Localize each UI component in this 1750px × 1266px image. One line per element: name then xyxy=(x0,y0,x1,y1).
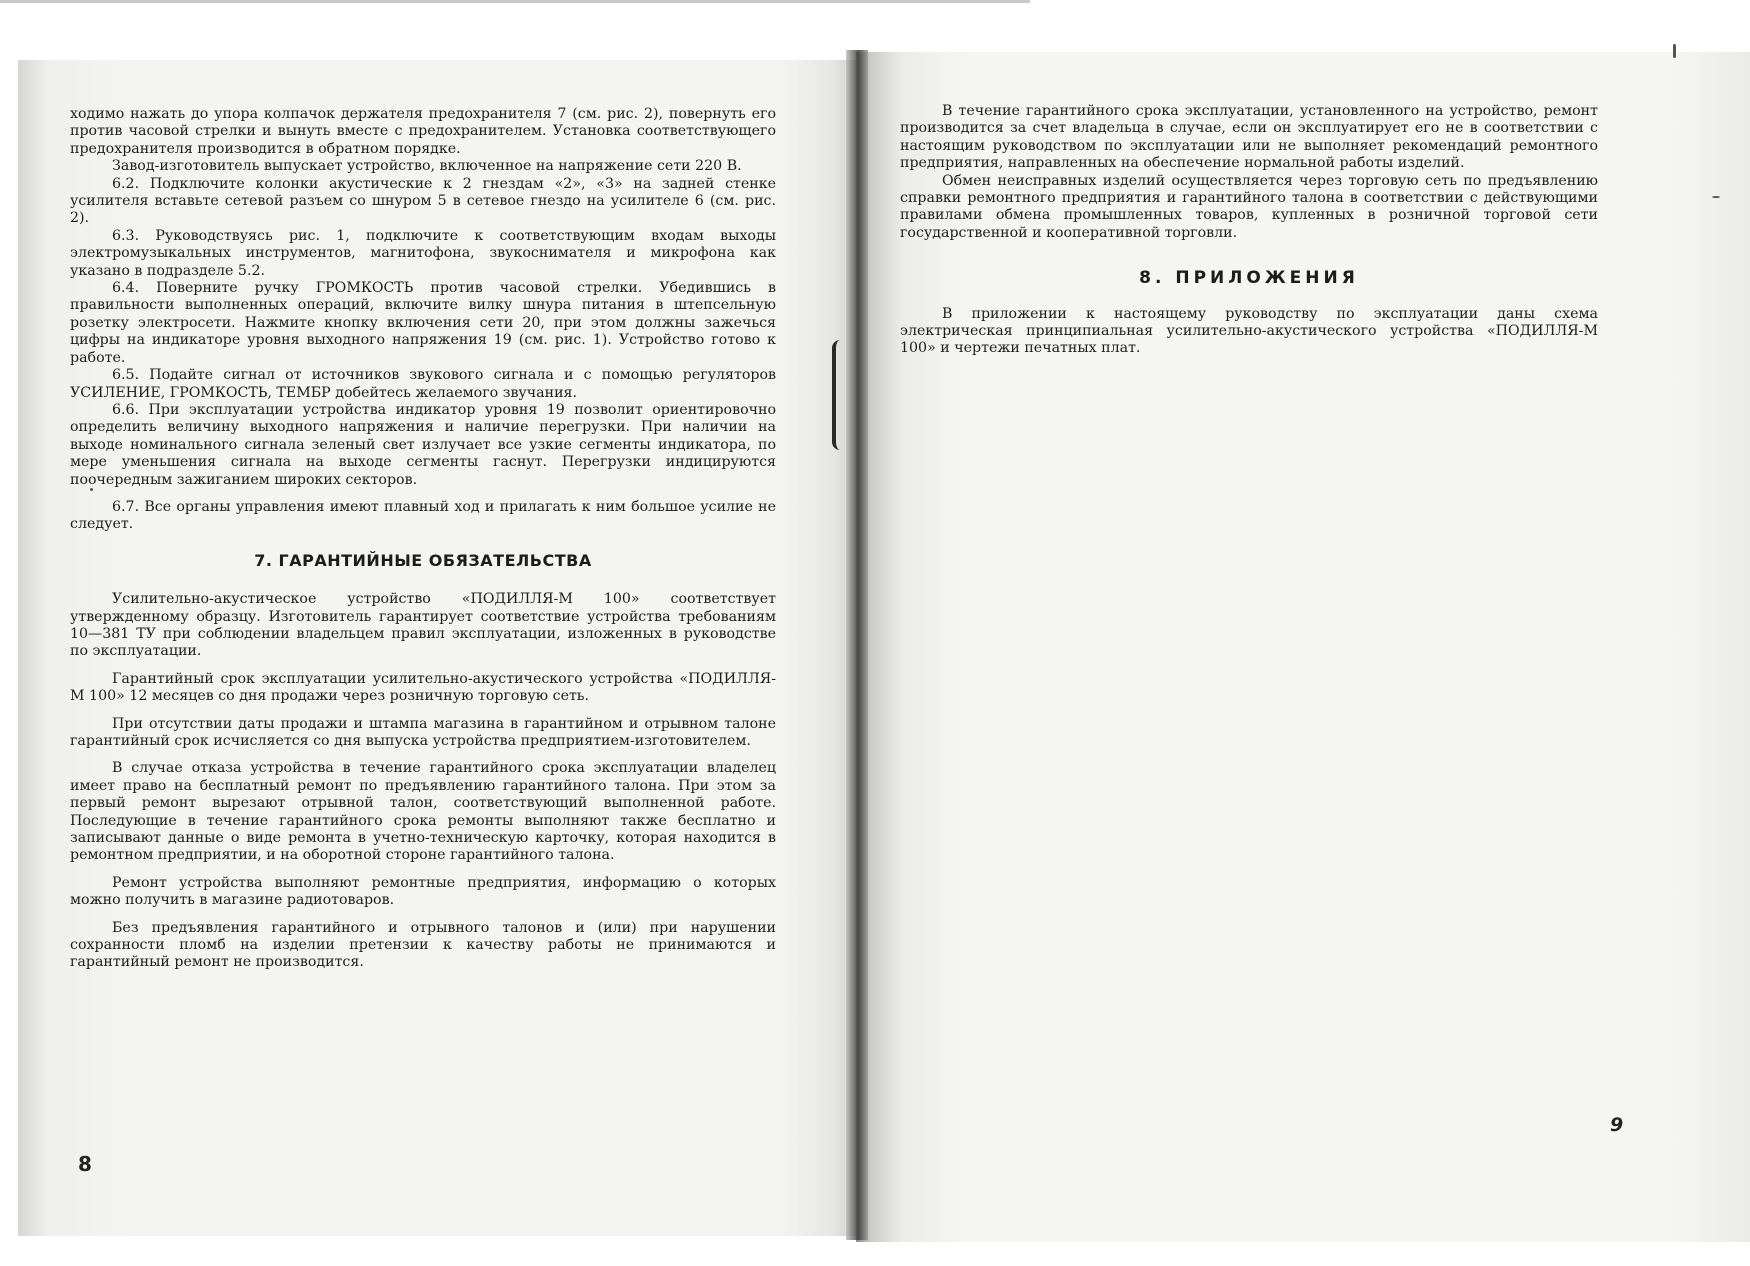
paragraph: 6.6. При эксплуатации устройства индикатор уровня 19 позволит ориентировочно определить величину выходного напряжения и наличие перегрузки. При наличии на выходе номинального сигнала зеленый свет излучает все узкие сегменты индикатора, по мере уменьшения сигнала на выходе сегменты гаснут. Перегрузки индицируются поочередным зажиганием широких секторов. xyxy=(70,401,776,488)
section-heading: 8. ПРИЛОЖЕНИЯ xyxy=(1139,268,1359,289)
binding-fold-mark xyxy=(832,340,850,450)
paragraph: При отсутствии даты продажи и штампа магазина в гарантийном и отрывном талоне гарантийный срок исчисляется со дня выпуска устройства предприятием-изготовителем. xyxy=(70,715,776,749)
left-page-text xyxy=(70,106,776,972)
paragraph: Гарантийный срок эксплуатации усилительно-акустического устройства «ПОДИЛЛЯ-М 100» 12 месяцев со дня продажи через розничную торговую сеть. xyxy=(70,670,776,705)
scan-edge xyxy=(0,0,1030,3)
paragraph: 6.3. Руководствуясь рис. 1, подключите к соответствующим входам выходы электромузыкальных инструментов, магнитофона, звукоснимателя и микрофона как указано в подразделе 5.2. xyxy=(70,227,776,279)
paragraph: 6.5. Подайте сигнал от источников звукового сигнала и с помощью регуляторов УСИЛЕНИЕ, ГРОМКОСТЬ, ТЕМБР добейтесь желаемого звучания. xyxy=(70,367,776,401)
paragraph: В течение гарантийного срока эксплуатации, установленного на устройство, ремонт производится за счет владельца в случае, если он эксплуатирует его не в соответствии с настоящим руководством по эксплуатации или не выполняет рекомендаций ремонтного предприятия, направленных на обеспечение нормальной работы изделий. xyxy=(900,103,1598,172)
page-number: 8 xyxy=(78,1152,92,1176)
scan-speck xyxy=(1673,44,1676,58)
paragraph: Без предъявления гарантийного и отрывного талонов и (или) при нарушении сохранности пломб на изделии претензии к качеству работы не принимаются и гарантийный ремонт не производится. xyxy=(70,919,776,971)
paragraph: Усилительно-акустическое устройство «ПОДИЛЛЯ-М 100» соответствует утвержденному образцу. Изготовитель гарантирует соответствие устройства требованиям 10—381 ТУ при соблюдении владельцем правил эксплуатации, изложенных в руководстве по эксплуатации. xyxy=(70,591,776,660)
book-spine-shadow xyxy=(846,50,868,1240)
section-heading: 7. ГАРАНТИЙНЫЕ ОБЯЗАТЕЛЬСТВА xyxy=(254,550,592,570)
right-page-text xyxy=(900,103,1598,358)
paragraph: 6.7. Все органы управления имеют плавный ход и прилагать к ним большое усилие не следует. xyxy=(70,498,776,533)
paragraph: В случае отказа устройства в течение гарантийного срока эксплуатации владелец имеет право на бесплатный ремонт по предъявлению гарантийного талона. При этом за первый ремонт вырезают отрывной талон, соответствующий выполненной работе. Последующие в течение гарантийного срока ремонты выполняют также бесплатно и записывают данные о виде ремонта в учетно-техническую карточку, которая находится в ремонтном предприятии, и на оборотной стороне гарантийного талона. xyxy=(70,760,776,864)
paragraph: Ремонт устройства выполняют ремонтные предприятия, информацию о которых можно получить в магазине радиотоваров. xyxy=(70,874,776,909)
paragraph: Завод-изготовитель выпускает устройство, включенное на напряжение сети 220 В. xyxy=(112,158,742,175)
page-number: 9 xyxy=(1610,1114,1624,1136)
paragraph: 6.2. Подключите колонки акустические к 2 гнездам «2», «3» на задней стенке усилителя вставьте сетевой разъем со шнуром 5 в сетевое гнездо на усилителе 6 (см. рис. 2). xyxy=(70,175,776,227)
paragraph: Обмен неисправных изделий осуществляется через торговую сеть по предъявлению справки ремонтного предприятия и гарантийного талона в соответствии с действующими правилами обмена промышленных товаров, купленных в розничной торговой сети государственной и кооперативной торговли. xyxy=(900,172,1598,241)
scan-speck xyxy=(1712,196,1720,198)
paragraph: 6.4. Поверните ручку ГРОМКОСТЬ против часовой стрелки. Убедившись в правильности выполненных операций, включите вилку шнура питания в штепсельную розетку электросети. Нажмите кнопку включения сети 20, при этом должны зажечься цифры на индикаторе уровня выходного напряжения 19 (см. рис. 1). Устройство готово к работе. xyxy=(70,280,776,366)
paragraph: В приложении к настоящему руководству по эксплуатации даны схема электрическая принципиальная усилительно-акустического устройства «ПОДИЛЛЯ-М 100» и чертежи печатных плат. xyxy=(900,305,1598,357)
scan-speck xyxy=(90,488,93,491)
paragraph: ходимо нажать до упора колпачок держателя предохранителя 7 (см. рис. 2), повернуть его против часовой стрелки и вынуть вместе с предохранителем. Установка соответствующего предохранителя производится в обратном порядке. xyxy=(70,106,776,157)
